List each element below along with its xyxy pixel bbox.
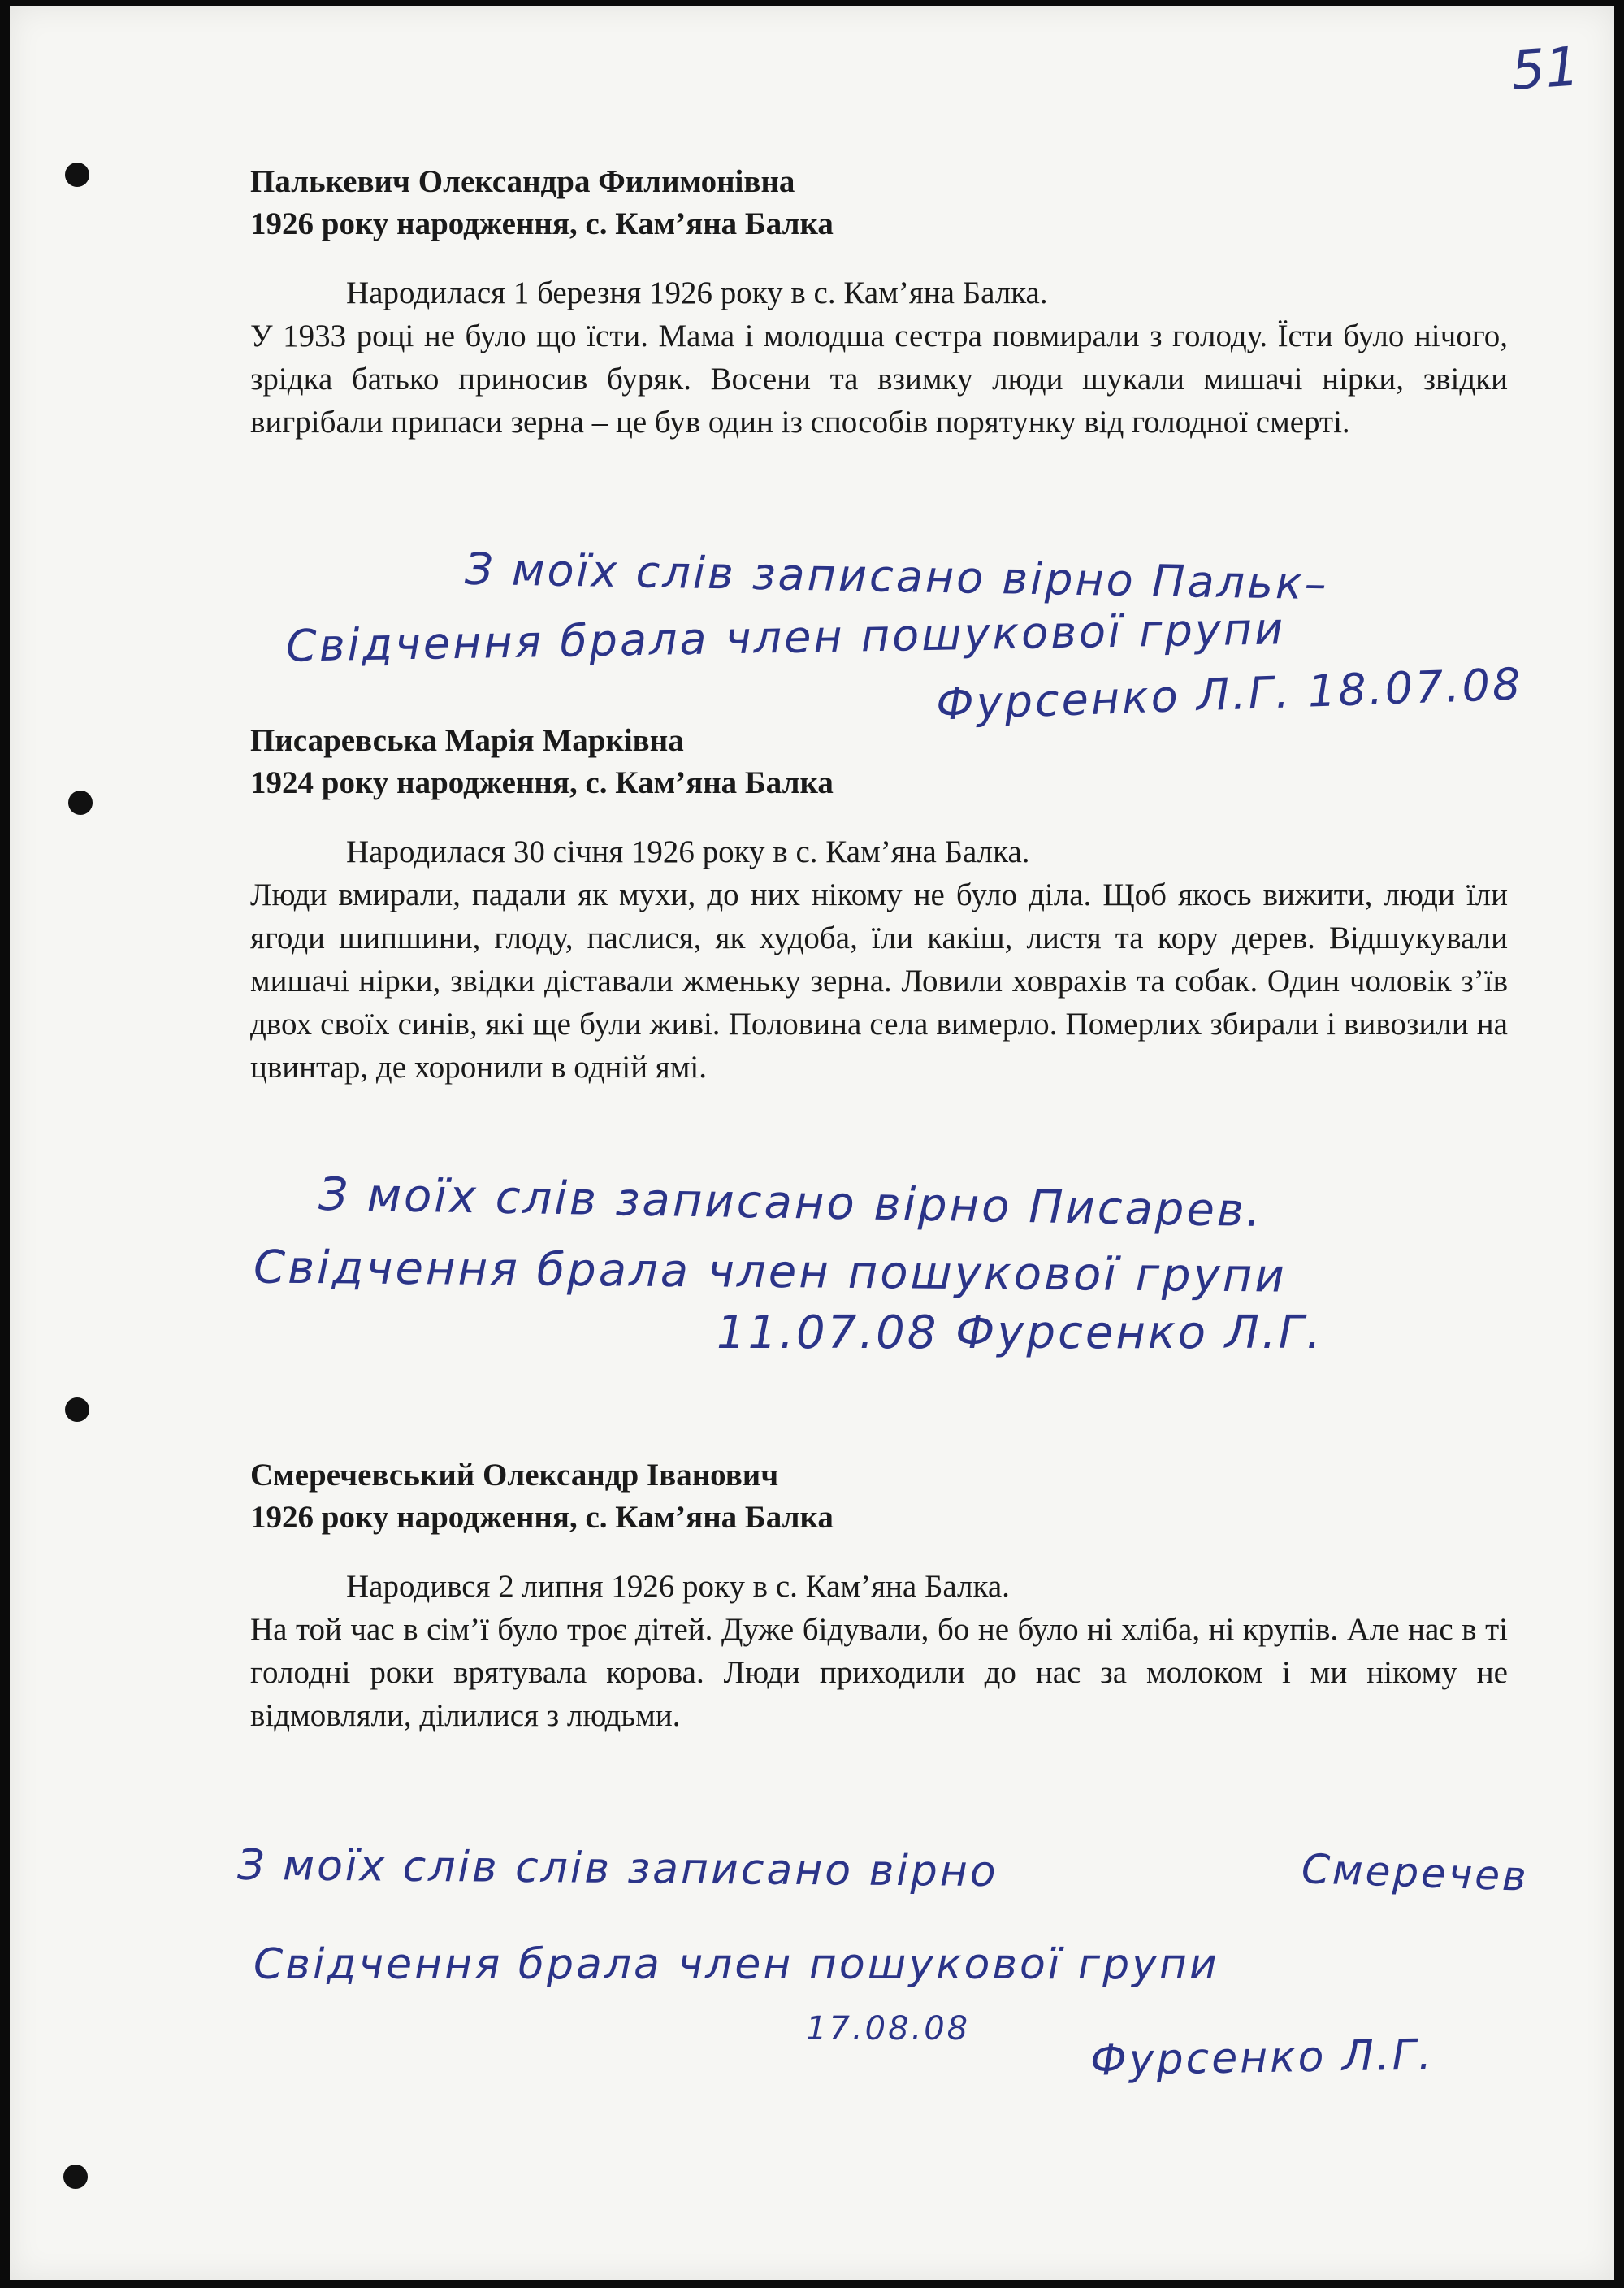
testimony-lead: Народився 2 липня 1926 року в с. Кам’яна Балка. — [346, 1569, 1010, 1604]
testimony-lead: Народилася 1 березня 1926 року в с. Кам’яна Балка. — [346, 275, 1048, 310]
person-name: Писаревська Марія Марківна — [250, 723, 684, 758]
punch-hole — [65, 1398, 89, 1422]
handwritten-line: З моїх слів записано вірно Писарев. — [318, 1168, 1264, 1238]
punch-hole — [68, 791, 93, 815]
testimony-paragraph: На той час в сім’ї було троє дітей. Дуже бідували, бо не було ні хліба, ні крупів. Але нас в ті голодні роки врятувала корова. Люди приходили до нас за молоком і ми нікому не відмовляли, ділилися з людьми. — [250, 1612, 1508, 1733]
person-name: Палькевич Олександра Филимонівна — [250, 164, 795, 199]
testimony-entry — [250, 161, 1508, 444]
handwritten-line: З моїх слів слів записано вірно — [236, 1840, 998, 1897]
testimony-paragraph: Люди вмирали, падали як мухи, до них нікому не було діла. Щоб якось вижити, люди їли ягоди шипшини, глоду, паслися, як худоба, їли какіш, листя та кору дерев. Відшукували мишачі нірки, звідки діставали жменьку зерна. Ловили ховрахів та собак. Один чоловік з’їв двох своїх синів, які ще були живі. Половина села вимерло. Померлих збирали і вивозили на цвинтар, де хоронили в одній ямі. — [250, 878, 1508, 1085]
punch-hole — [63, 2164, 88, 2189]
handwritten-line: З моїх слів записано вірно Пальк– — [464, 543, 1330, 610]
birth-info: 1926 року народження, с. Кам’яна Балка — [250, 206, 834, 241]
page-number: 51 — [1509, 35, 1582, 102]
handwritten-line: Фурсенко Л.Г. 18.07.08 — [935, 658, 1524, 730]
testimony-lead: Народилася 30 січня 1926 року в с. Кам’яна Балка. — [346, 834, 1030, 869]
signature: Смеречев — [1301, 1845, 1530, 1900]
birth-info: 1924 року народження, с. Кам’яна Балка — [250, 765, 834, 800]
testimony-text — [250, 271, 1508, 444]
handwritten-line: 11.07.08 Фурсенко Л.Г. — [717, 1306, 1323, 1359]
testimony-text — [250, 1565, 1508, 1737]
document-page — [10, 6, 1614, 2280]
testimony-text — [250, 830, 1508, 1089]
punch-hole — [65, 162, 89, 187]
testimony-entry — [250, 720, 1508, 1089]
handwritten-line: Свідчення брала член пошукової групи — [253, 1940, 1219, 1989]
testimony-paragraph: У 1933 році не було що їсти. Мама і молодша сестра повмирали з голоду. Їсти було нічого, зрідка батько приносив буряк. Восени та взимку люди шукали мишачі нірки, звідки вигрібали припаси зерна – це був один із способів порятунку від голодної смерті. — [250, 318, 1508, 440]
testimony-entry — [250, 1454, 1508, 1737]
handwritten-line: Свідчення брала член пошукової групи — [285, 603, 1286, 672]
handwritten-date: 17.08.08 — [806, 2010, 971, 2048]
handwritten-line: Фурсенко Л.Г. — [1089, 2030, 1435, 2086]
handwritten-line: Свідчення брала член пошукової групи — [253, 1241, 1288, 1303]
person-name: Смеречевський Олександр Іванович — [250, 1458, 779, 1493]
birth-info: 1926 року народження, с. Кам’яна Балка — [250, 1500, 834, 1535]
